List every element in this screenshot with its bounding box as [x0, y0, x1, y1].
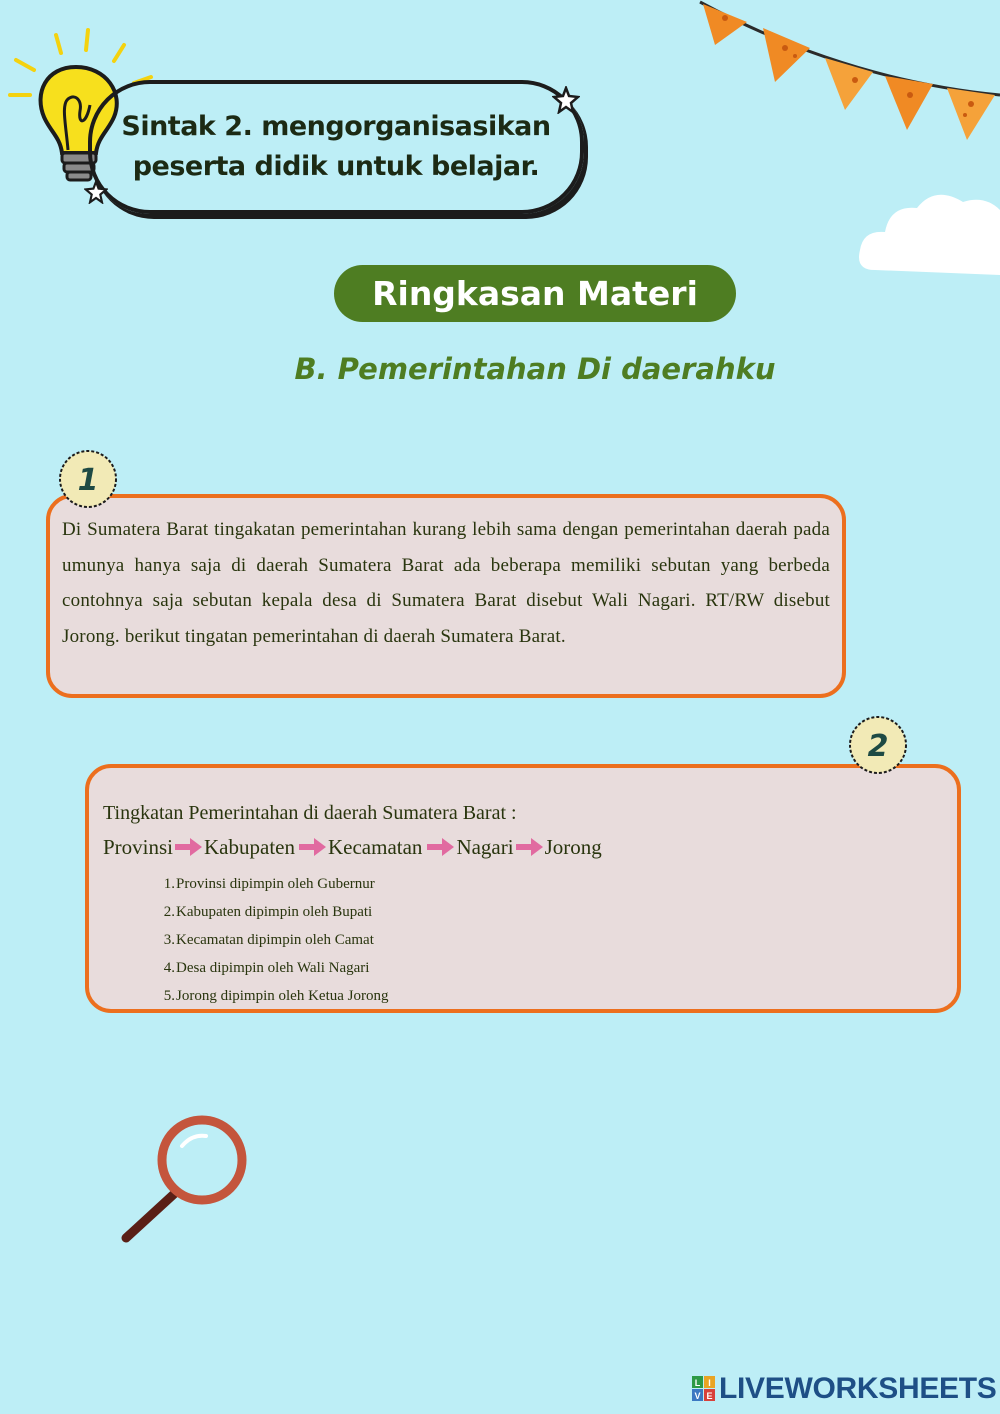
card-1-text: Di Sumatera Barat tingakatan pemerintahan kurang lebih sama dengan pemerintahan daerah pada umunya hanya saja di daerah Sumatera Barat ada beberapa memiliki sebutan yang berbeda contohnya saja sebutan kepala desa di Sumatera Barat disebut Wali Nagari. RT/RW disebut Jorong. berikut tingatan pemerintahan di daerah Sumatera Barat. [62, 519, 830, 647]
list-item: 2.Kabupaten dipimpin oleh Bupati [163, 904, 373, 920]
flow-step: Jorong [544, 835, 602, 859]
list-item: 5.Jorong dipimpin oleh Ketua Jorong [163, 988, 389, 1004]
summary-label: Ringkasan Materi [334, 265, 736, 322]
title-line-2: peserta didik untuk belajar. [132, 151, 540, 182]
liveworksheets-logo [692, 1372, 997, 1406]
list-item: 1.Provinsi dipimpin oleh Gubernur [163, 876, 375, 892]
svg-text:I: I [708, 1378, 711, 1388]
badge-2-number: 2 [867, 729, 889, 764]
svg-text:L: L [694, 1378, 701, 1388]
info-card-2 [85, 764, 961, 1013]
flow-step: Nagari [456, 835, 514, 859]
flow-step: Kabupaten [204, 835, 295, 859]
flow-step: Provinsi [103, 835, 174, 859]
leader-list [103, 870, 943, 1010]
liveworksheets-icon [692, 1376, 716, 1402]
list-item: 3.Kecamatan dipimpin oleh Camat [163, 932, 374, 948]
svg-text:E: E [706, 1391, 713, 1401]
page-title [88, 80, 584, 214]
title-line-1: Sintak 2. mengorganisasikan [121, 111, 551, 142]
star-icon [84, 180, 108, 204]
cloud-decoration [855, 180, 1000, 280]
arrow-right-icon [299, 836, 327, 858]
magnifier-icon [112, 1108, 252, 1248]
bunting-decoration [695, 0, 1000, 150]
arrow-right-icon [516, 836, 544, 858]
star-icon [552, 86, 580, 114]
flow-step: Kecamatan [327, 835, 423, 859]
arrow-right-icon [427, 836, 455, 858]
section-title: B. Pemerintahan Di daerahku [294, 352, 776, 386]
card-2-heading: Tingkatan Pemerintahan di daerah Sumatera Barat : [103, 802, 517, 824]
info-card-1 [46, 494, 846, 698]
list-item: 4.Desa dipimpin oleh Wali Nagari [163, 960, 370, 976]
number-badge-1 [58, 449, 118, 509]
number-badge-2 [848, 715, 908, 775]
brand-name: LIVEWORKSHEETS [719, 1372, 997, 1405]
government-level-flow [103, 830, 943, 864]
arrow-right-icon [175, 836, 203, 858]
badge-1-number: 1 [77, 463, 99, 498]
svg-text:V: V [694, 1391, 701, 1401]
